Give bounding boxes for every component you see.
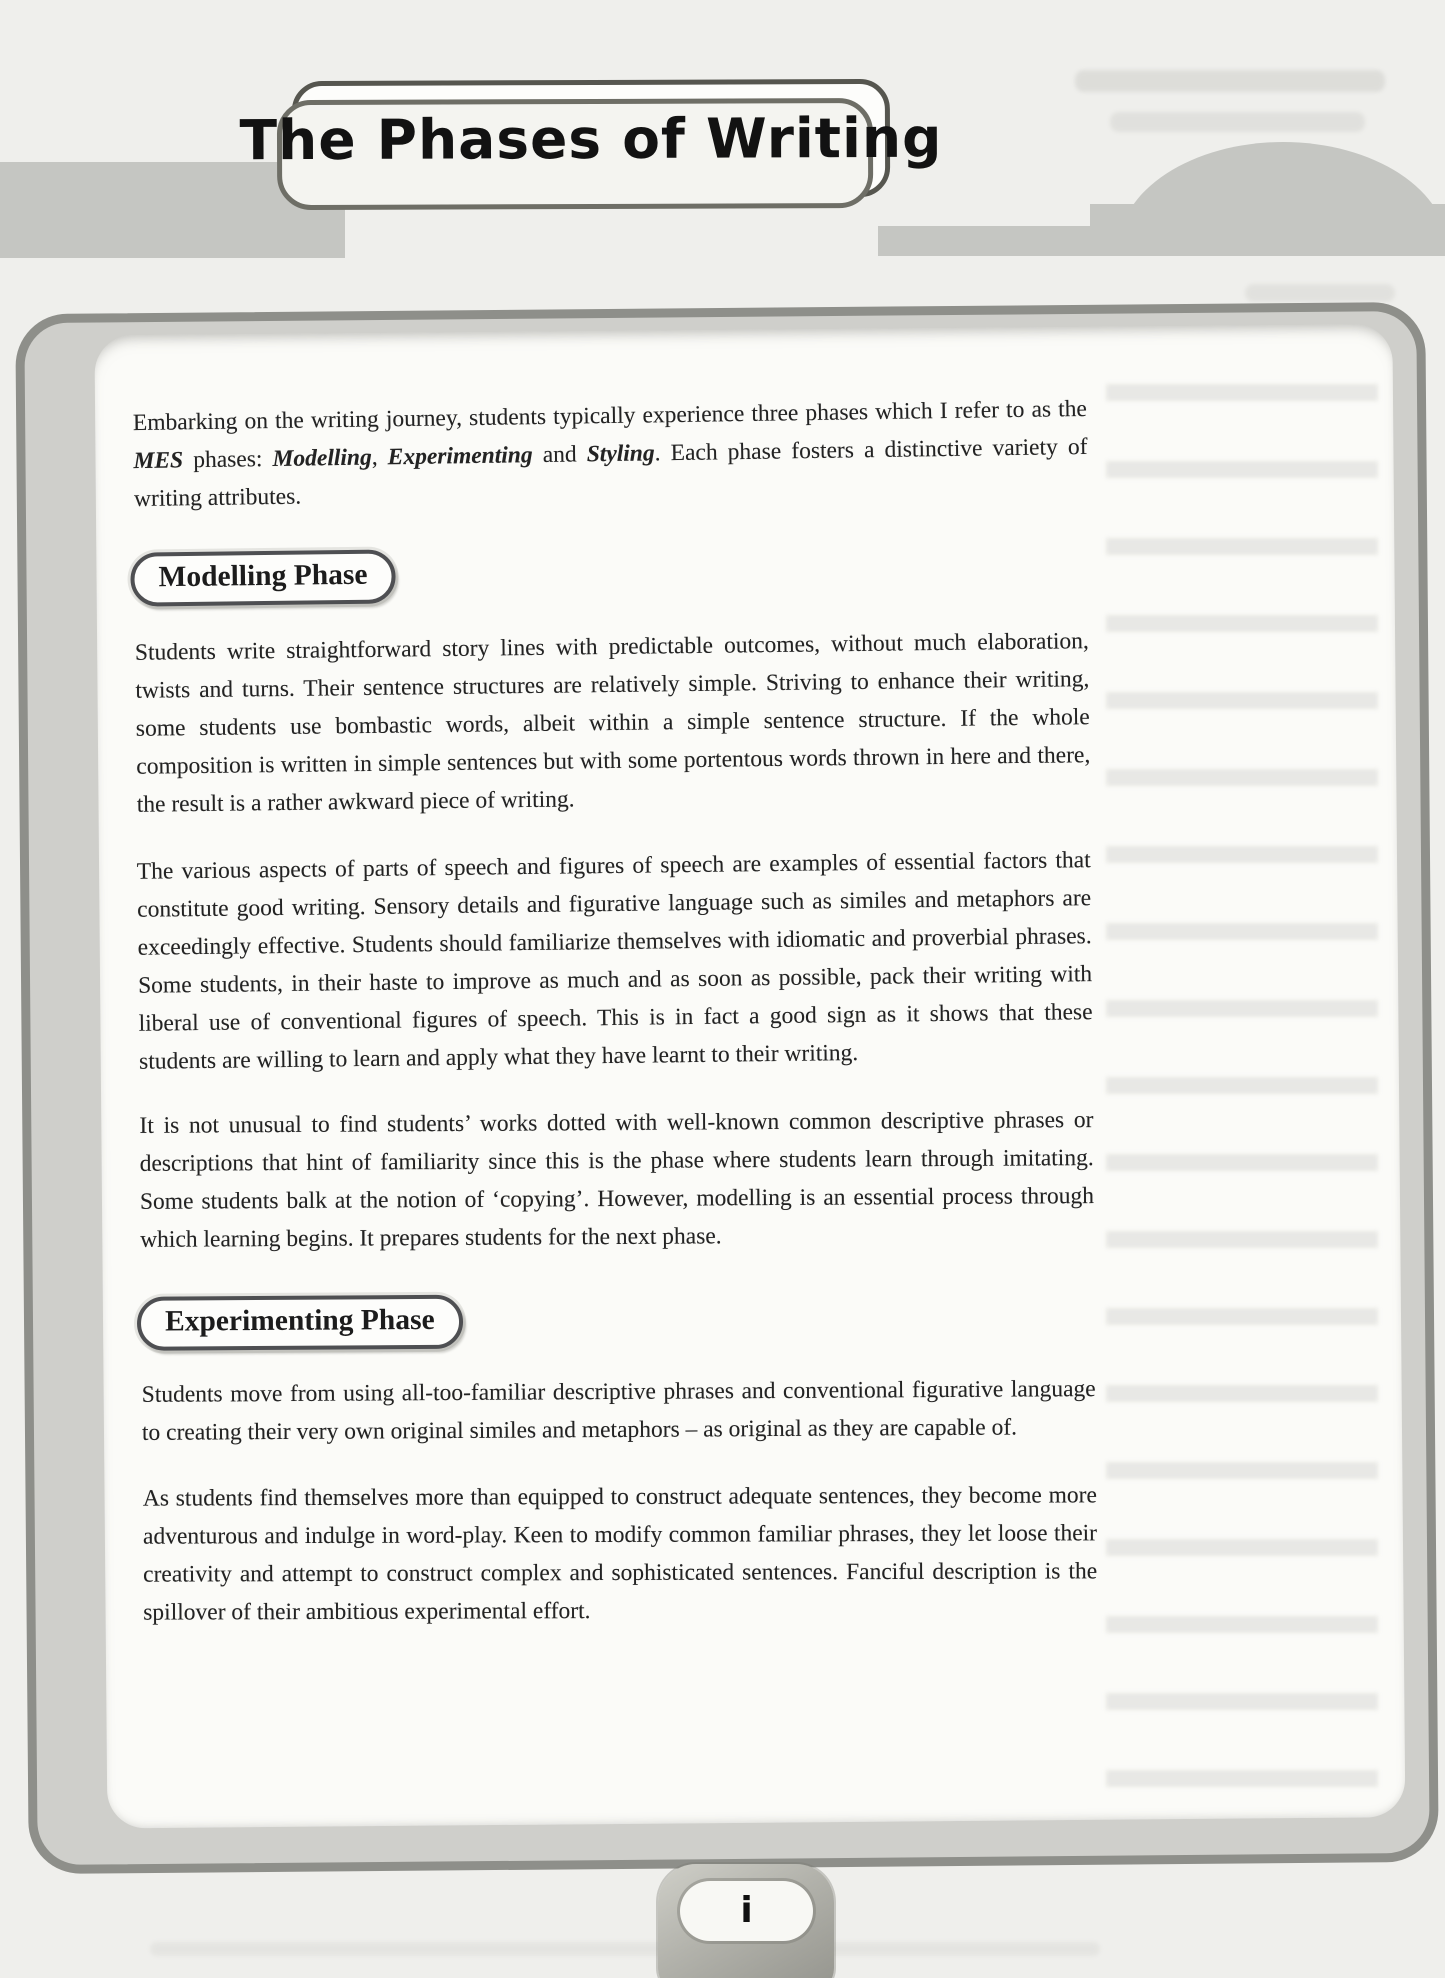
intro-text: phases: (182, 446, 273, 474)
section-heading-row (141, 1281, 1096, 1377)
body-paragraph: Students move from using all-too-familiar descriptive phrases and conventional figurative language to creating their very own original similes and metaphors – as original as they are capable of. (141, 1376, 1096, 1446)
section-heading-experimenting (137, 1295, 463, 1351)
decorative-hill-base (1090, 204, 1445, 256)
intro-paragraph (133, 390, 1089, 518)
mes-abbreviation: MES (133, 447, 184, 475)
page-number: i (740, 1890, 753, 1931)
body-paragraph: The various aspects of parts of speech and figures of speech are examples of essential factors that constitute good writing. Sensory details and figurative language such as similes and metaphors are exceedingly effective. Students should familiarize themselves with idiomatic and proverbial phrases. Some students, in their haste to improve as much and as soon as possible, pack their writing with liberal use of conventional figures of speech. This is in fact a good sign as it shows that these students are willing to learn and apply what they have learnt to their writing. (136, 847, 1093, 1075)
section-heading-label: Modelling Phase (158, 558, 368, 594)
experimenting-term: Experimenting (387, 442, 533, 471)
body-paragraph: As students find themselves more than equipped to construct adequate sentences, they become more adventurous and indulge in word-play. Keen to modify common familiar phrases, they let loose their creativity and attempt to construct complex and sophisticated sentences. Fanciful description is the spillover of their ambitious experimental effort. (142, 1482, 1098, 1626)
section-heading-label: Experimenting Phase (164, 1303, 435, 1338)
body-paragraph: It is not unusual to find students’ works dotted with well-known common descriptive phrases or descriptions that hint of familiarity since this is the phase where students learn through imitating. Some students balk at the notion of ‘copying’. However, modelling is an essential process through which learning begins. It prepares students for the next phase. (139, 1107, 1094, 1253)
intro-text: and (532, 441, 587, 469)
intro-text: , (371, 444, 388, 471)
content-card (15, 302, 1439, 1874)
bleed-through-artifact (1110, 112, 1365, 132)
section-heading-row (134, 536, 1089, 632)
bleed-through-artifact (1245, 284, 1395, 302)
page-number-badge (658, 1864, 834, 1978)
page-content (133, 393, 1098, 1663)
styling-term: Styling (586, 440, 655, 468)
modelling-term: Modelling (272, 444, 372, 473)
page-title: The Phases of Writing (239, 105, 943, 173)
content-card-paper (94, 324, 1405, 1828)
bleed-through-artifact (1075, 70, 1385, 92)
bleed-through-artifact (150, 1942, 1100, 1956)
intro-text: . Each phase fosters a distinctive variety of writing attributes. (133, 433, 1088, 513)
page-number-oval (680, 1881, 813, 1941)
intro-text: Embarking on the writing journey, students typically experience three phases which I refer to as the (132, 395, 1088, 437)
section-heading-modelling (130, 549, 396, 606)
title-banner (239, 79, 943, 199)
body-paragraph: Students write straightforward story lines with predictable outcomes, without much elaboration, twists and turns. Their sentence structures are relatively simple. Striving to enhance their writing, some students use bombastic words, albeit within a simple sentence structure. If the whole composition is written in simple sentences but with some portentous words thrown in here and there, the result is a rather awkward piece of writing. (134, 628, 1091, 818)
